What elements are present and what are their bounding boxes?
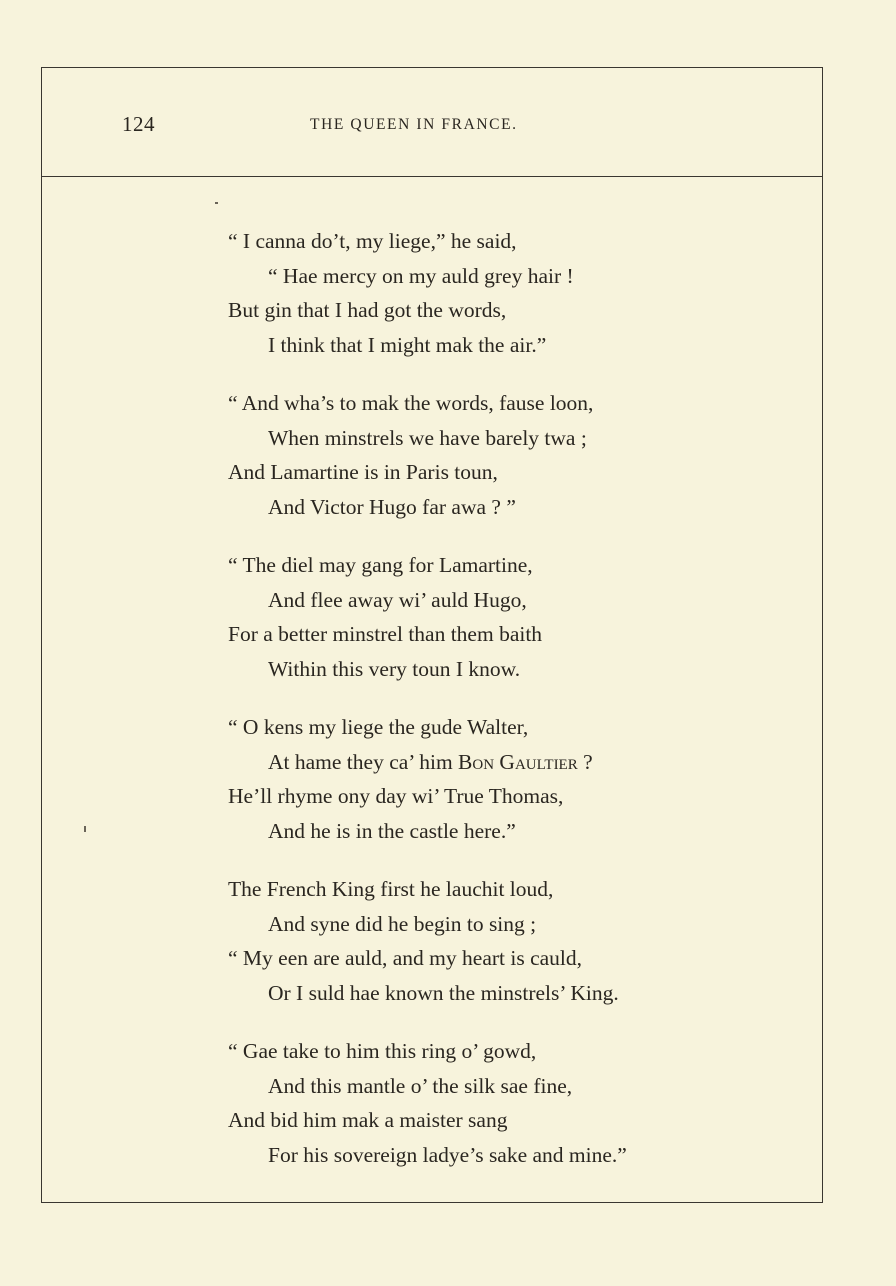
poem (228, 224, 788, 1196)
verse-line: Or I suld hae known the minstrels’ King. (268, 980, 619, 1005)
stanza-2 (228, 386, 788, 524)
verse-line: “ Hae mercy on my auld grey hair ! (268, 263, 574, 288)
small-caps-name: Bon Gaultier (458, 749, 578, 774)
verse-line: When minstrels we have barely twa ; (268, 425, 587, 450)
stanza-1 (228, 224, 788, 362)
running-title: THE QUEEN IN FRANCE. (310, 116, 518, 133)
verse-line-suffix: ? (577, 749, 593, 774)
verse-line: And Lamartine is in Paris toun, (228, 460, 498, 484)
verse-line: He’ll rhyme ony day wi’ True Thomas, (228, 784, 564, 808)
verse-line: Within this very toun I know. (268, 656, 521, 681)
verse-line: But gin that I had got the words, (228, 298, 507, 322)
verse-line: And Victor Hugo far awa ? ” (268, 494, 516, 519)
print-speck (215, 202, 218, 204)
verse-line: “ I canna do’t, my liege,” he said, (228, 229, 517, 253)
verse-line: And flee away wi’ auld Hugo, (268, 587, 527, 612)
verse-line-text: At hame they ca’ him (268, 749, 453, 774)
verse-line (228, 745, 788, 780)
stanza-5 (228, 872, 788, 1010)
verse-line: And this mantle o’ the silk sae fine, (268, 1073, 573, 1098)
verse-line: For a better minstrel than them baith (228, 622, 543, 646)
verse-line: “ And wha’s to mak the words, fause loon, (228, 391, 594, 415)
verse-line: “ My een are auld, and my heart is cauld, (228, 946, 583, 970)
print-speck (84, 826, 86, 832)
stanza-4 (228, 710, 788, 848)
verse-line: “ O kens my liege the gude Walter, (228, 715, 529, 739)
page-number: 124 (122, 112, 155, 136)
verse-line: “ The diel may gang for Lamartine, (228, 553, 533, 577)
verse-line: I think that I might mak the air.” (268, 332, 547, 357)
verse-line: The French King first he lauchit loud, (228, 877, 554, 901)
header-rule (41, 176, 823, 177)
stanza-6 (228, 1034, 788, 1172)
verse-line: And bid him mak a maister sang (228, 1108, 508, 1132)
verse-line: And syne did he begin to sing ; (268, 911, 537, 936)
verse-line: “ Gae take to him this ring o’ gowd, (228, 1039, 537, 1063)
verse-line: For his sovereign ladye’s sake and mine.” (268, 1142, 627, 1167)
verse-line: And he is in the castle here.” (268, 818, 516, 843)
stanza-3 (228, 548, 788, 686)
